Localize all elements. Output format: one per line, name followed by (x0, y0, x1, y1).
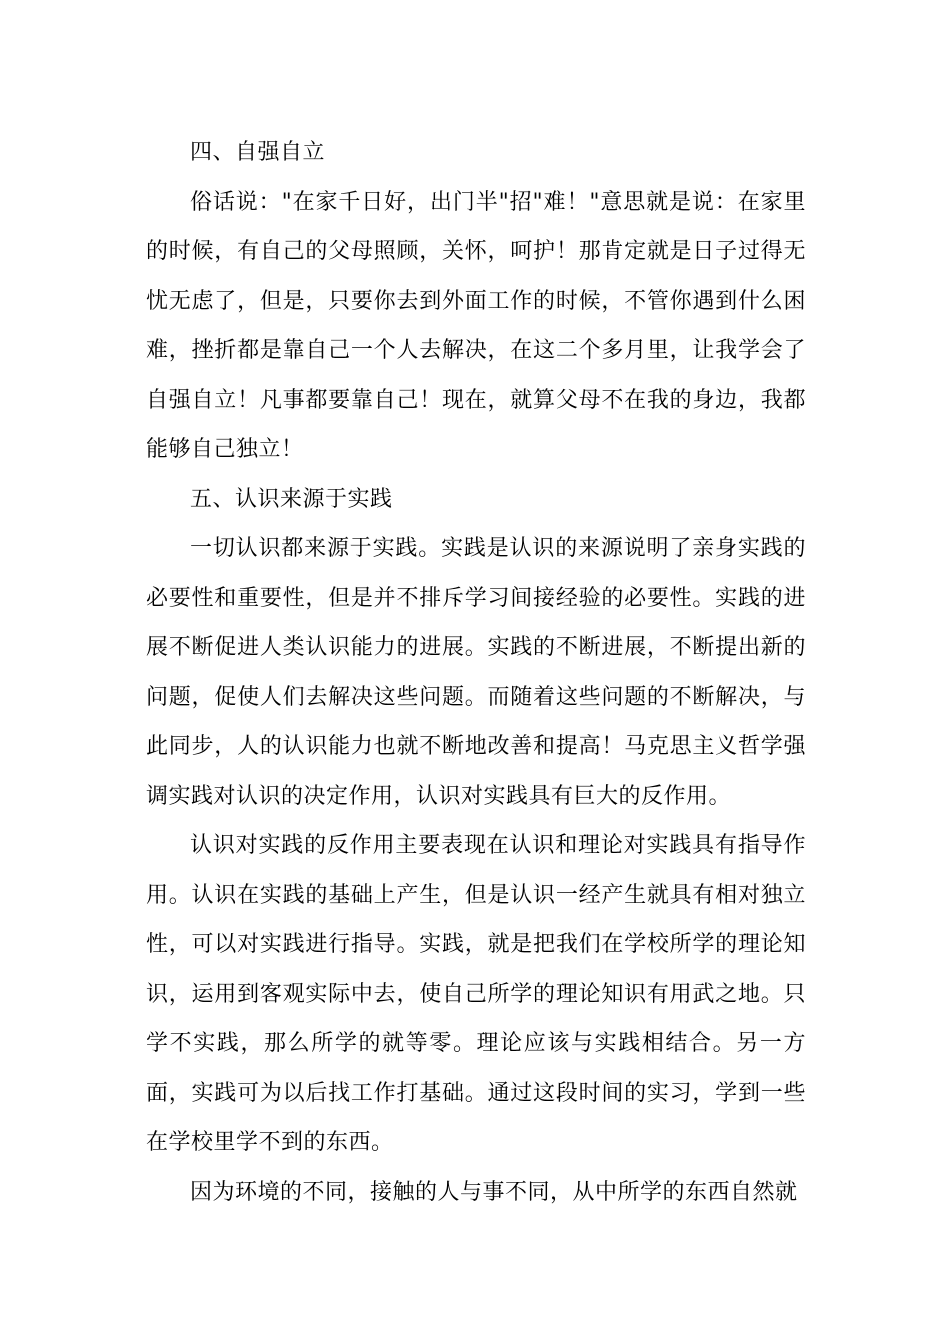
paragraph-self-reliance: 俗话说："在家千日好，出门半"招"难！"意思就是说：在家里的时候，有自己的父母照顾，关怀，呵护！那肯定就是日子过得无忧无虑了，但是，只要你去到外面工作的时候，不管你遇到什么困难，挫折都是靠自己一个人去解决，在这二个多月里，让我学会了自强自立！凡事都要靠自己！现在，就算父母不在我的身边，我都能够自己独立！ (146, 189, 806, 462)
document-body (146, 128, 806, 1217)
paragraph-theory-guides-practice: 认识对实践的反作用主要表现在认识和理论对实践具有指导作用。认识在实践的基础上产生，但是认识一经产生就具有相对独立性，可以对实践进行指导。实践，就是把我们在学校所学的理论知识，运用到客观实际中去，使自己所学的理论知识有用武之地。只学不实践，那么所学的就等零。理论应该与实践相结合。另一方面，实践可为以后找工作打基础。通过这段时间的实习，学到一些在学校里学不到的东西。 (146, 833, 806, 1155)
section-heading-self-reliance: 四、自强自立 (190, 140, 326, 165)
paragraph-environment: 因为环境的不同，接触的人与事不同，从中所学的东西自然就 (190, 1179, 798, 1205)
section-heading-knowledge-from-practice: 五、认识来源于实践 (190, 486, 393, 512)
paragraph-knowledge-from-practice: 一切认识都来源于实践。实践是认识的来源说明了亲身实践的必要性和重要性，但是并不排斥学习间接经验的必要性。实践的进展不断促进人类认识能力的进展。实践的不断进展，不断提出新的问题，促使人们去解决这些问题。而随着这些问题的不断解决，与此同步，人的认识能力也就不断地改善和提高！马克思主义哲学强调实践对认识的决定作用，认识对实践具有巨大的反作用。 (146, 536, 806, 809)
